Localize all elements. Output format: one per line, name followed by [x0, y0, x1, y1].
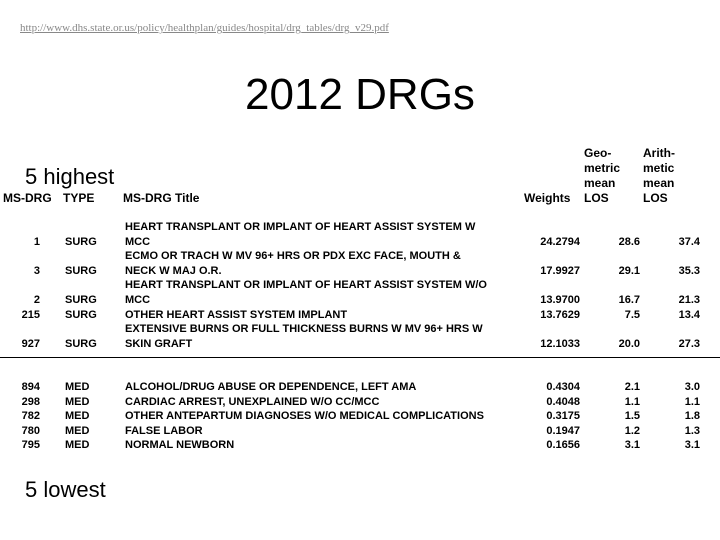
highest-row-3-type: SURG — [65, 294, 97, 306]
highest-row-3-geo: 16.7 — [618, 294, 640, 306]
lowest-label: 5 lowest — [25, 477, 106, 502]
lowest-row-4-arith: 1.3 — [684, 425, 700, 437]
type-header: TYPE — [63, 191, 95, 205]
lowest-row-4-geo: 1.2 — [624, 425, 640, 437]
highest-row-4-drg: 215 — [21, 309, 40, 321]
drg-header: MS-DRG — [3, 191, 52, 205]
highest-row-4-arith: 13.4 — [678, 309, 700, 321]
highest-row-5-type: SURG — [65, 338, 97, 350]
source-url-link[interactable]: http://www.dhs.state.or.us/policy/healthplan/guides/hospital/drg_tables/drg_v29.pdf — [20, 22, 389, 34]
highest-row-2-title-line2: NECK W MAJ O.R. — [125, 265, 222, 277]
arith-header-3: mean — [643, 176, 675, 190]
highest-row-1-weight: 24.2794 — [540, 236, 580, 248]
lowest-row-3-drg: 782 — [21, 410, 40, 422]
lowest-row-2-weight: 0.4048 — [546, 396, 580, 408]
highest-row-1-type: SURG — [65, 236, 97, 248]
highest-row-1-title-line1: HEART TRANSPLANT OR IMPLANT OF HEART ASSIST SYSTEM W — [125, 221, 476, 233]
lowest-row-3-geo: 1.5 — [624, 410, 640, 422]
highest-row-1-arith: 37.4 — [678, 236, 700, 248]
lowest-row-1-weight: 0.4304 — [546, 381, 580, 393]
highest-row-2-geo: 29.1 — [618, 265, 640, 277]
arith-header-4: LOS — [643, 191, 668, 205]
lowest-row-5-weight: 0.1656 — [546, 439, 580, 451]
highest-row-3-title-line1: HEART TRANSPLANT OR IMPLANT OF HEART ASSIST SYSTEM W/O — [125, 279, 487, 291]
lowest-row-1-title: ALCOHOL/DRUG ABUSE OR DEPENDENCE, LEFT AMA — [125, 381, 417, 393]
page-title: 2012 DRGs — [245, 70, 475, 119]
lowest-row-2-title: CARDIAC ARREST, UNEXPLAINED W/O CC/MCC — [125, 396, 380, 408]
highest-row-5-drg: 927 — [21, 338, 40, 350]
highest-row-3-title-line2: MCC — [125, 294, 151, 306]
arith-header-1: Arith- — [643, 146, 675, 160]
lowest-row-3-arith: 1.8 — [684, 410, 700, 422]
highest-row-4-type: SURG — [65, 309, 97, 321]
lowest-row-3-title: OTHER ANTEPARTUM DIAGNOSES W/O MEDICAL COMPLICATIONS — [125, 410, 484, 422]
highest-row-2-arith: 35.3 — [678, 265, 700, 277]
geo-header-3: mean — [584, 176, 616, 190]
highest-row-4-title: OTHER HEART ASSIST SYSTEM IMPLANT — [125, 309, 348, 321]
lowest-row-1-type: MED — [65, 381, 90, 393]
lowest-row-4-drg: 780 — [21, 425, 40, 437]
lowest-row-5-type: MED — [65, 439, 90, 451]
lowest-row-5-drg: 795 — [21, 439, 40, 451]
lowest-row-5-arith: 3.1 — [684, 439, 700, 451]
weights-header: Weights — [524, 191, 571, 205]
highest-row-4-weight: 13.7629 — [540, 309, 580, 321]
highest-row-1-drg: 1 — [33, 236, 40, 248]
lowest-row-3-weight: 0.3175 — [546, 410, 580, 422]
lowest-row-5-title: NORMAL NEWBORN — [125, 439, 235, 451]
highest-row-5-weight: 12.1033 — [540, 338, 580, 350]
highest-row-5-arith: 27.3 — [678, 338, 700, 350]
lowest-row-2-drg: 298 — [21, 396, 40, 408]
highest-row-2-title-line1: ECMO OR TRACH W MV 96+ HRS OR PDX EXC FACE, MOUTH & — [125, 250, 461, 262]
highest-row-2-drg: 3 — [33, 265, 40, 277]
section-divider — [0, 357, 720, 358]
lowest-row-2-geo: 1.1 — [624, 396, 640, 408]
lowest-row-1-geo: 2.1 — [624, 381, 640, 393]
highest-row-1-title-line2: MCC — [125, 236, 151, 248]
highest-row-5-title-line2: SKIN GRAFT — [125, 338, 193, 350]
highest-row-3-arith: 21.3 — [678, 294, 700, 306]
lowest-row-4-type: MED — [65, 425, 90, 437]
lowest-row-2-arith: 1.1 — [684, 396, 700, 408]
lowest-row-3-type: MED — [65, 410, 90, 422]
highest-label: 5 highest — [25, 164, 115, 189]
highest-row-5-title-line1: EXTENSIVE BURNS OR FULL THICKNESS BURNS W MV 96+ HRS W — [125, 323, 483, 335]
highest-row-2-type: SURG — [65, 265, 97, 277]
highest-row-3-weight: 13.9700 — [540, 294, 580, 306]
lowest-row-1-drg: 894 — [21, 381, 40, 393]
geo-header-4: LOS — [584, 191, 609, 205]
lowest-row-1-arith: 3.0 — [684, 381, 700, 393]
geo-header-2: metric — [584, 161, 621, 175]
highest-row-2-weight: 17.9927 — [540, 265, 580, 277]
lowest-row-4-title: FALSE LABOR — [125, 425, 203, 437]
highest-row-3-drg: 2 — [33, 294, 40, 306]
highest-row-4-geo: 7.5 — [624, 309, 640, 321]
lowest-row-4-weight: 0.1947 — [546, 425, 580, 437]
lowest-row-5-geo: 3.1 — [624, 439, 640, 451]
arith-header-2: metic — [643, 161, 675, 175]
geo-header-1: Geo- — [584, 146, 612, 160]
lowest-row-2-type: MED — [65, 396, 90, 408]
highest-row-1-geo: 28.6 — [618, 236, 640, 248]
highest-row-5-geo: 20.0 — [618, 338, 640, 350]
title-header: MS-DRG Title — [123, 191, 200, 205]
